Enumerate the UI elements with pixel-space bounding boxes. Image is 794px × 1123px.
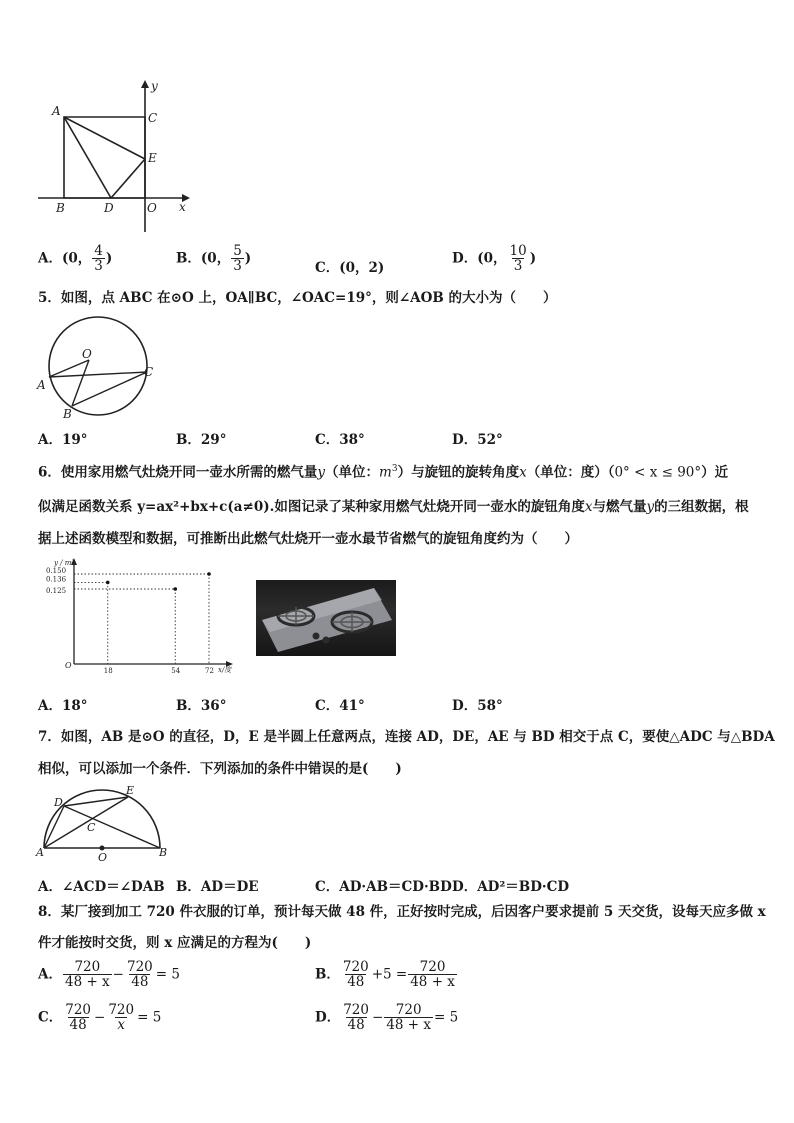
label-c: C: [148, 111, 158, 125]
label-o: O: [98, 851, 108, 864]
data-point-0: [106, 581, 110, 585]
q5-stem: 5．如图，点 ABC 在⊙O 上，OA∥BC，∠OAC=19°，则∠AOB 的大小为（ ）: [38, 290, 557, 306]
label-a: A: [52, 104, 61, 118]
q6-option-a[interactable]: A．18°: [38, 698, 88, 714]
q5-option-c[interactable]: C．38°: [315, 432, 365, 448]
center-dot: [100, 846, 105, 851]
segment-de: [111, 159, 145, 198]
q6-chart: [44, 558, 240, 678]
q5-option-a[interactable]: A．19°: [38, 432, 88, 448]
y-tick-label-1: 0.136: [46, 575, 67, 584]
y-tick-label-2: 0.125: [46, 587, 67, 595]
q5-option-b[interactable]: B．29°: [176, 432, 227, 448]
label-o: O: [147, 201, 157, 215]
q6-stem-line1: 6．使用家用燃气灶烧开同一壶水所需的燃气量y（单位：$m^3$）与旋钮的旋转角度x（单位：度）（0° < x ≤ 90°）近: [38, 464, 729, 481]
q6-stem-line3: 据上述函数模型和数据，可推断出此燃气灶烧开一壶水最节省燃气的旋钮角度约为（ ）: [38, 531, 578, 547]
q8-option-d[interactable]: D． $\frac{720}{48}$ − $\frac{720}{48 + x}$ = 5: [315, 1002, 459, 1034]
chart-origin: O: [65, 661, 72, 670]
label-b: B: [56, 201, 65, 215]
label-x: x: [179, 200, 186, 214]
q6-stem-line2: 似满足函数关系 y=ax²+bx+c(a≠0).如图记录了某种家用燃气灶烧开同一壶水的旋钮角度x与燃气量y的三组数据，根: [38, 499, 749, 515]
label-b: B: [159, 846, 168, 859]
q6-option-c[interactable]: C．41°: [315, 698, 365, 714]
label-c: C: [87, 821, 96, 834]
q5-figure: [34, 314, 158, 420]
label-a: A: [37, 378, 46, 392]
data-point-2: [207, 572, 211, 576]
label-y: y: [151, 80, 158, 93]
q4-option-b[interactable]: B．(0， $\frac{5}{3}$ ): [176, 243, 252, 275]
chart-ylabel: y / m³: [54, 559, 75, 567]
y-axis-arrow: [141, 80, 149, 88]
q8-stem-line1: 8．某厂接到加工 720 件衣服的订单，预计每天做 48 件，正好按时完成，后因客户要求提前 5 天交货，设每天应多做 x: [38, 904, 766, 920]
q7-stem-line1: 7．如图，AB 是⊙O 的直径，D，E 是半圆上任意两点，连接 AD，DE，AE 与 BD 相交于点 C，要使△ADC 与△BDA: [38, 729, 775, 745]
label-e: E: [148, 151, 157, 165]
q5-option-d[interactable]: D．52°: [452, 432, 503, 448]
q4-option-a[interactable]: A．(0， $\frac{4}{3}$ ): [38, 243, 113, 275]
q7-option-b[interactable]: B．AD＝DE: [176, 879, 259, 895]
circle-o: [49, 317, 147, 415]
data-point-1: [173, 587, 177, 591]
y-tick-label-0: 0.150: [46, 567, 67, 575]
q7-stem-line2: 相似，可以添加一个条件．下列添加的条件中错误的是( ): [38, 761, 402, 777]
q7-option-c[interactable]: C．AD·AB＝CD·BD: [315, 879, 452, 895]
q8-option-b[interactable]: B． $\frac{720}{48}$ +5 = $\frac{720}{48 + x}$: [315, 959, 455, 991]
q4-option-d[interactable]: D．(0， $\frac{10}{3}$ ): [452, 243, 537, 275]
x-tick-label-2: 72: [205, 667, 214, 675]
q8-option-a[interactable]: A． $\frac{720}{48 + x}$ − $\frac{720}{48}$ = 5: [38, 959, 180, 991]
segment-ac: [49, 372, 147, 377]
chart-xlabel: x/度: [218, 666, 232, 674]
label-e: E: [126, 784, 135, 797]
q8-option-c[interactable]: C． $\frac{720}{48}$ − $\frac{720}{x}$ = 5: [38, 1002, 162, 1034]
q7-option-d[interactable]: D．AD²＝BD·CD: [452, 879, 570, 895]
label-a: A: [36, 846, 44, 859]
label-d: D: [54, 796, 63, 809]
q8-stem-line2: 件才能按时交货，则 x 应满足的方程为( ): [38, 935, 312, 951]
gas-stove-icon: [256, 580, 396, 656]
q4-option-c[interactable]: C．(0，2): [315, 260, 385, 276]
q6-option-d[interactable]: D．58°: [452, 698, 503, 714]
x-tick-label-1: 54: [171, 667, 181, 675]
label-d: D: [104, 201, 114, 215]
q7-option-a[interactable]: A．∠ACD＝∠DAB: [38, 879, 165, 895]
label-o: O: [82, 347, 92, 361]
q6-option-b[interactable]: B．36°: [176, 698, 227, 714]
q4-figure: [34, 80, 194, 238]
segment-de: [64, 797, 128, 806]
label-b: B: [63, 407, 72, 420]
q7-figure: [34, 784, 174, 864]
gas-stove-photo: [256, 580, 396, 656]
label-c: C: [144, 365, 154, 379]
x-tick-label-0: 18: [103, 667, 113, 675]
